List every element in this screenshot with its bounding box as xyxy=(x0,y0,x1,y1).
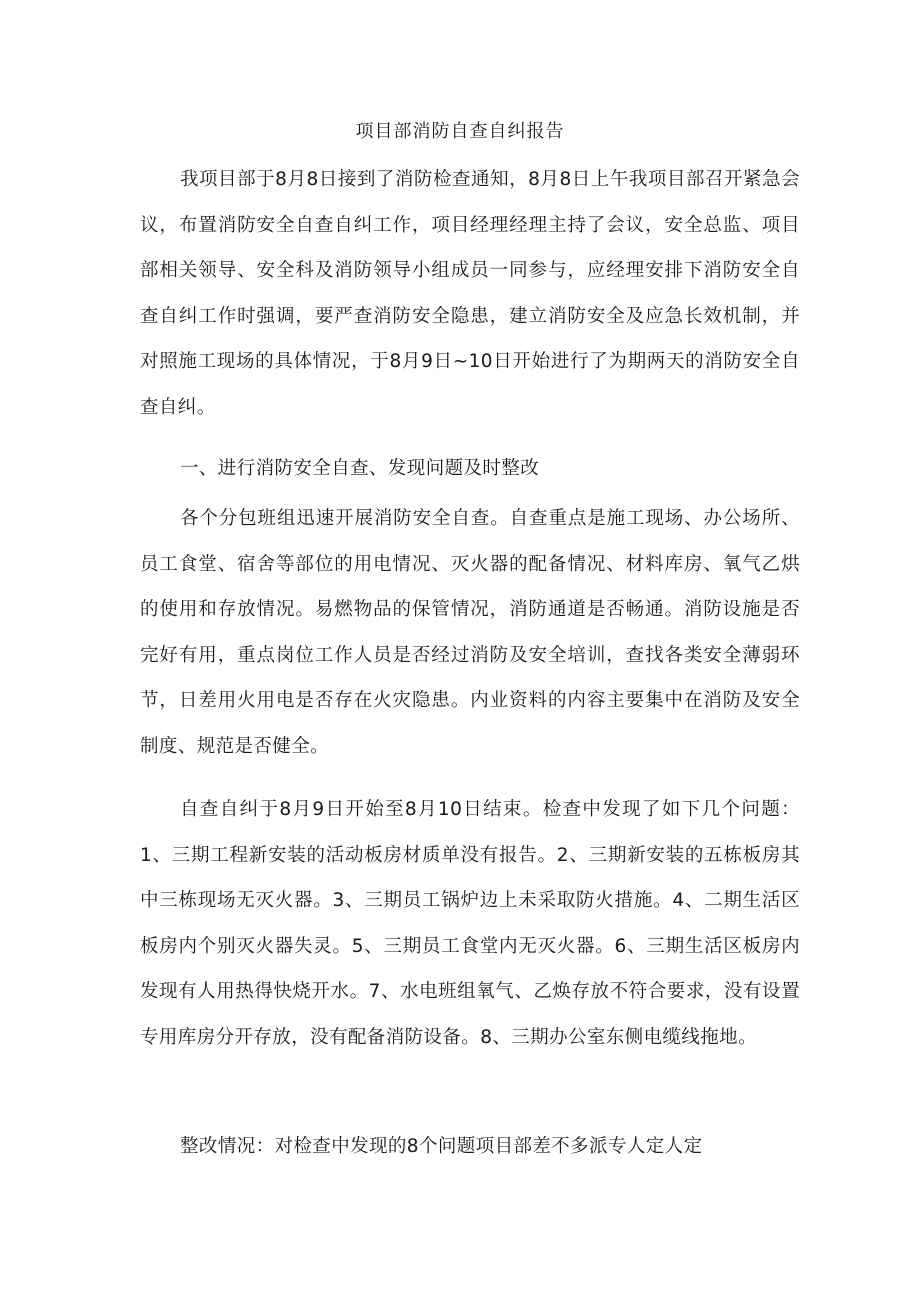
document-title: 项目部消防自查自纠报告 xyxy=(355,121,565,142)
section-heading-1: 一、进行消防安全自查、发现问题及时整改 xyxy=(180,458,540,479)
paragraph-rectification: 整改情况：对检查中发现的8个问题项目部差不多派专人定人定 xyxy=(180,1136,703,1157)
paragraph-problems-found: 自查自纠于8月9日开始至8月10日结束。检查中发现了如下几个问题：1、三期工程新安装的活动板房材质单没有报告。2、三期新安装的五栋板房其中三栋现场无灭火器。3、三期员工锅炉边上未采取防火措施。4、二期生活区板房内个别灭火器失灵。5、三期员工食堂内无灭火器。6、三期生活区板房内发现有人用热得快烧开水。7、水电班组氧气、乙焕存放不符合要求，没有设置专用库房分开存放，没有配备消防设备。8、三期办公室东侧电缆线拖地。 xyxy=(140,799,800,1048)
paragraph-self-inspection: 各个分包班组迅速开展消防安全自查。自查重点是施工现场、办公场所、员工食堂、宿舍等部位的用电情况、灭火器的配备情况、材料库房、氧气乙烘的使用和存放情况。易燃物品的保管情况，消防通道是否畅通。消防设施是否完好有用，重点岗位工作人员是否经过消防及安全培训，查找各类安全薄弱环节，日差用火用电是否存在火灾隐患。内业资料的内容主要集中在消防及安全制度、规范是否健全。 xyxy=(140,508,800,757)
paragraph-intro: 我项目部于8月8日接到了消防检查通知，8月8日上午我项目部召开紧急会议，布置消防安全自查自纠工作，项目经理经理主持了会议，安全总监、项目部相关领导、安全科及消防领导小组成员一同参与，应经理安排下消防安全自查自纠工作时强调，要严查消防安全隐患，建立消防安全及应急长效机制，并对照施工现场的具体情况，于8月9日~10日开始进行了为期两天的消防安全自查自纠。 xyxy=(140,169,800,418)
